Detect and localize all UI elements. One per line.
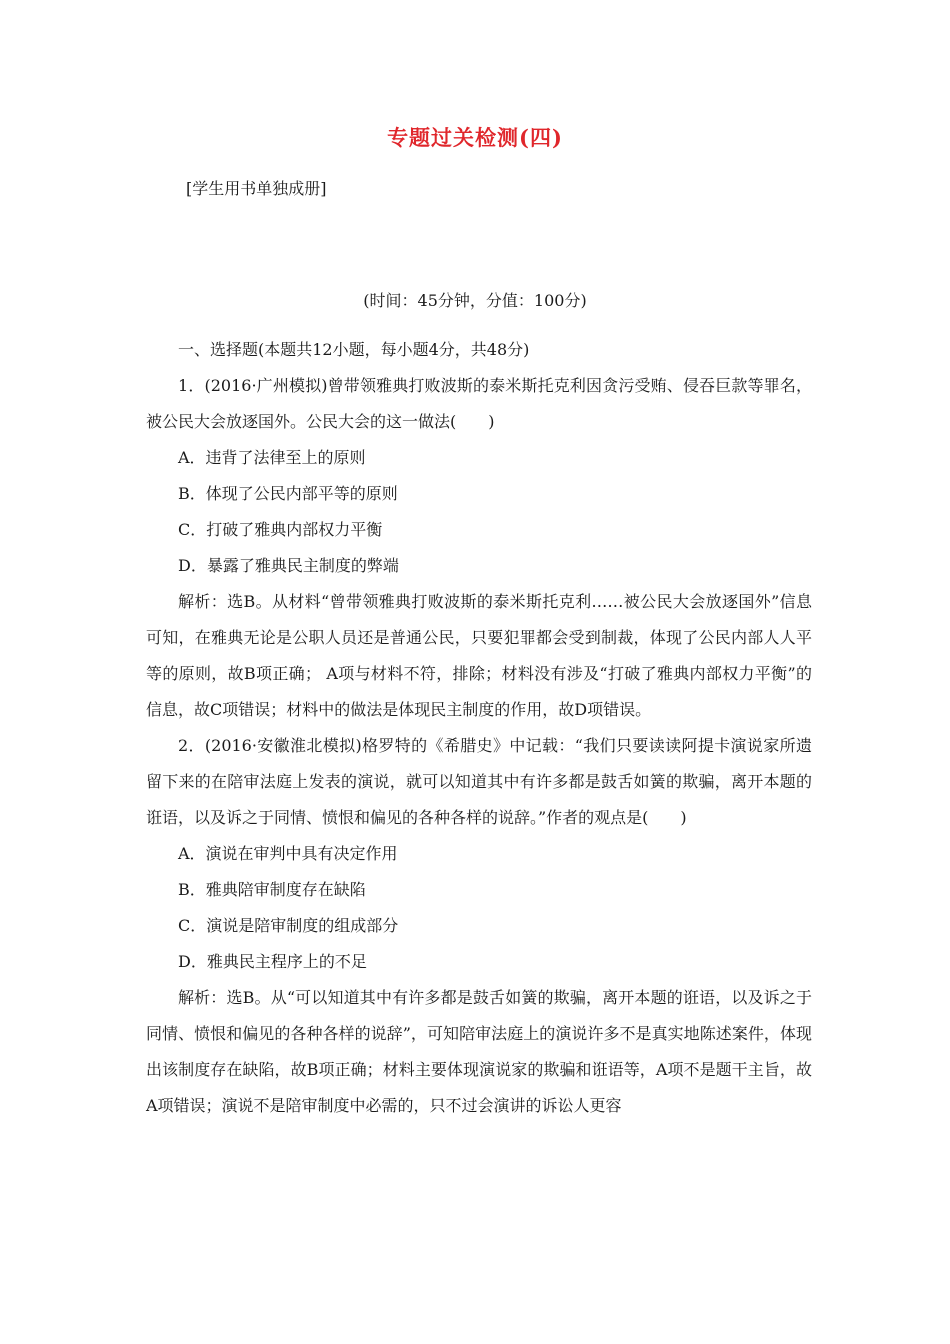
page-title: 专题过关检测(四): [387, 125, 563, 150]
option-a: A．违背了法律至上的原则: [178, 448, 366, 467]
question-stem: 2．(2016·安徽淮北模拟)格罗特的《希腊史》中记载：“我们只要读读阿提卡演说家所遗留下来的在陪审法庭上发表的演说，就可以知道其中有许多都是鼓舌如簧的欺骗，离开本题的诳语，以及诉之于同情、愤恨和偏见的各种各样的说辞。”作者的观点是( ): [146, 736, 812, 827]
option-c: C．演说是陪审制度的组成部分: [178, 916, 399, 935]
option-d: D．暴露了雅典民主制度的弊端: [178, 556, 399, 575]
exam-content: [146, 332, 812, 1124]
option-d: D．雅典民主程序上的不足: [178, 952, 367, 971]
question-2: [146, 728, 812, 1124]
question-stem: 1．(2016·广州模拟)曾带领雅典打败波斯的泰米斯托克利因贪污受贿、侵吞巨款等罪名，被公民大会放逐国外。公民大会的这一做法( ): [146, 376, 812, 431]
option-b: B．体现了公民内部平等的原则: [178, 484, 398, 503]
section-heading: 一、选择题(本题共12小题，每小题4分，共48分): [178, 340, 530, 359]
question-analysis: 解析：选B。从“可以知道其中有许多都是鼓舌如簧的欺骗，离开本题的诳语，以及诉之于同情、愤恨和偏见的各种各样的说辞”，可知陪审法庭上的演说许多不是真实地陈述案件，体现出该制度存在缺陷，故B项正确；材料主要体现演说家的欺骗和诳语等，A项不是题干主旨，故A项错误；演说不是陪审制度中必需的，只不过会演讲的诉讼人更容: [146, 988, 812, 1115]
time-and-score-info: (时间：45分钟，分值：100分): [363, 291, 587, 310]
option-b: B．雅典陪审制度存在缺陷: [178, 880, 366, 899]
student-book-note: [学生用书单独成册]: [186, 179, 327, 198]
question-analysis: 解析：选B。从材料“曾带领雅典打败波斯的泰米斯托克利……被公民大会放逐国外”信息可知，在雅典无论是公职人员还是普通公民，只要犯罪都会受到制裁，体现了公民内部人人平等的原则，故B项正确； A项与材料不符，排除；材料没有涉及“打破了雅典内部权力平衡”的信息，故C项错误；材料中的做法是体现民主制度的作用，故D项错误。: [146, 592, 812, 719]
option-c: C．打破了雅典内部权力平衡: [178, 520, 383, 539]
option-a: A．演说在审判中具有决定作用: [178, 844, 398, 863]
question-1: [146, 368, 812, 728]
